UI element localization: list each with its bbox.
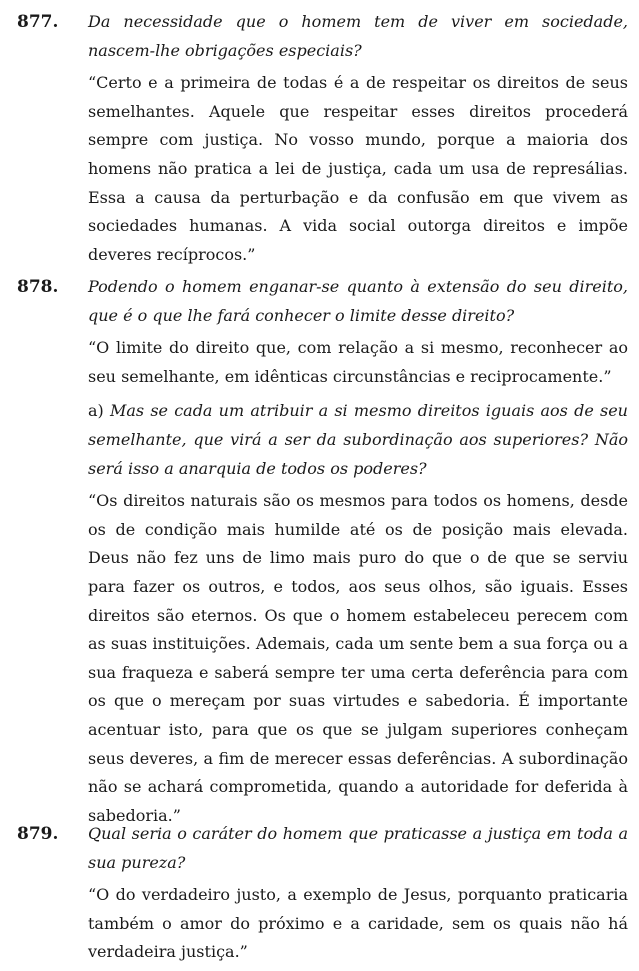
answer-text: “O do verdadeiro justo, a exemplo de Jesus, porquanto praticaria também o amor do próximo e a caridade, sem os quais não há verdadeira justiça.” [88,885,628,962]
question-text: Podendo o homem enganar-se quanto à extensão do seu direito, que é o que lhe fará conhecer o limite desse direito? [88,277,628,325]
question-number: 877. [17,12,59,32]
question-number: 879. [17,824,59,844]
question-text: Da necessidade que o homem tem de viver em sociedade, nascem-lhe obrigações especiais? [88,12,628,60]
answer-text: “O limite do direito que, com relação a si mesmo, reconhecer ao seu semelhante, em idênticas circunstâncias e reciprocamente.” [88,338,628,386]
question-text: Qual seria o caráter do homem que praticasse a justiça em toda a sua pureza? [88,824,628,872]
sub-question-label: a) [88,401,104,421]
sub-answer-text: “Os direitos naturais são os mesmos para todos os homens, desde os de condição mais humilde até os de posição mais elevada. Deus não fez uns de limo mais puro do que o de que se serviu para fazer os outros, e todos, aos seus olhos, são iguais. Esses direitos são eternos. Os que o homem estabeleceu perecem com as suas instituições. Ademais, cada um sente bem a sua força ou a sua fraqueza e saberá sempre ter uma certa deferência para com os que o mereçam por suas virtudes e sabedoria. É importante acentuar isto, para que os que se julgam superiores conheçam seus deveres, a fim de merecer essas deferências. A subordinação não se achará comprometida, quando a autoridade for deferida à sabedoria.” [88,491,628,825]
sub-question-text: Mas se cada um atribuir a si mesmo direitos iguais aos de seu semelhante, que virá a ser da subordinação aos superiores? Não será isso a anarquia de todos os poderes? [88,401,628,478]
question-number: 878. [17,277,59,297]
sub-question [88,397,628,483]
answer-text: “Certo e a primeira de todas é a de respeitar os direitos de seus semelhantes. Aquele que respeitar esses direitos procederá sempre com justiça. No vosso mundo, porque a maioria dos homens não pratica a lei de justiça, cada um usa de represálias. Essa a causa da perturbação e da confusão em que vivem as sociedades humanas. A vida social outorga direitos e impõe deveres recíprocos.” [88,73,628,264]
